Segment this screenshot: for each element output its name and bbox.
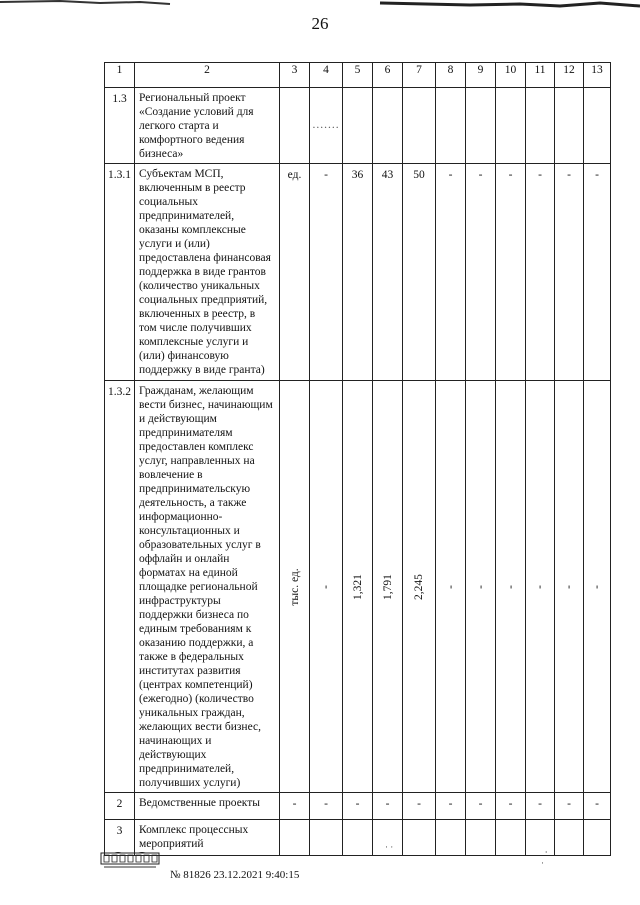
header-cell: 6 — [373, 63, 403, 88]
row-description: Гражданам, желающим вести бизнес, начинающим и действующим предпринимателям предоставлен комплекс услуг, направленных на вовлечение в предпринимательскую деятельность, а также информационно-консультационных и образовательных услуг в оффлайн и онлайн форматах на единой площадке региональной инфраструктуры поддержки бизнеса по единым требованиям к оказанию поддержки, а также в федеральных институтах развития (центрах компетенций) (ежегодно) (количество уникальных граждан, желающих вести бизнес, начинающих и действующих предпринимателей, получивших услуги) — [135, 381, 280, 793]
header-cell: 4 — [310, 63, 343, 88]
value-cell — [584, 381, 611, 793]
value-cell: 50 — [403, 164, 436, 381]
value-text: - — [563, 584, 575, 589]
row-number: 1.3.2 — [105, 381, 135, 793]
value-cell: - — [310, 793, 343, 820]
value-cell — [555, 88, 584, 164]
value-cell: - — [373, 793, 403, 820]
table-row — [105, 164, 611, 381]
value-text: - — [591, 584, 603, 589]
unit-cell: - — [280, 793, 310, 820]
value-cell — [403, 820, 436, 856]
unit-cell — [280, 381, 310, 793]
value-cell — [403, 88, 436, 164]
value-cell — [555, 820, 584, 856]
value-cell: - — [436, 793, 466, 820]
header-cell: 10 — [496, 63, 526, 88]
row-description: Ведомственные проекты — [135, 793, 280, 820]
unit-text: тыс. ед. — [288, 567, 301, 606]
value-text: 2,245 — [413, 573, 425, 600]
value-cell — [310, 381, 343, 793]
registry-stamp-icon — [100, 852, 160, 870]
table-row — [105, 88, 611, 164]
value-cell: - — [555, 793, 584, 820]
row-number: 1.3 — [105, 88, 135, 164]
row-number: 3 — [105, 820, 135, 856]
header-cell: 1 — [105, 63, 135, 88]
value-text: 1,791 — [381, 573, 394, 600]
value-cell: 36 — [343, 164, 373, 381]
value-text: - — [444, 584, 457, 589]
value-text: - — [504, 584, 517, 589]
value-cell — [343, 381, 373, 793]
value-cell: - — [466, 164, 496, 381]
header-cell: 12 — [555, 63, 584, 88]
header-cell: 2 — [135, 63, 280, 88]
value-cell — [343, 88, 373, 164]
value-cell: - — [310, 164, 343, 381]
value-cell — [403, 381, 436, 793]
value-text: - — [474, 584, 487, 589]
header-cell: 7 — [403, 63, 436, 88]
row-description: Региональный проект «Создание условий для легкого старта и комфортного ведения бизнеса» — [135, 88, 280, 164]
value-cell: - — [526, 793, 555, 820]
row-description: Субъектам МСП, включенным в реестр социальных предпринимателей, оказаны комплексные услуги и (или) предоставлена финансовая поддержка в виде грантов (количество уникальных социальных предприятий, включенных в реестр, в том числе получивших комплексные услуги и (или) финансовую поддержку в виде гранта) — [135, 164, 280, 381]
page-number: 26 — [311, 14, 329, 33]
unit-cell — [280, 820, 310, 856]
value-cell — [555, 381, 584, 793]
table-row — [105, 820, 611, 856]
value-cell — [343, 820, 373, 856]
value-cell: - — [496, 793, 526, 820]
value-cell — [496, 381, 526, 793]
value-cell — [436, 381, 466, 793]
table-row — [105, 381, 611, 793]
unit-cell: ед. — [280, 164, 310, 381]
value-cell: - — [526, 164, 555, 381]
value-cell — [373, 381, 403, 793]
row-number: 1.3.1 — [105, 164, 135, 381]
value-cell — [373, 88, 403, 164]
table-row — [105, 793, 611, 820]
value-cell: - — [584, 793, 611, 820]
header-cell: 8 — [436, 63, 466, 88]
value-text: - — [320, 584, 332, 589]
scan-speck: · · — [385, 842, 394, 852]
value-cell — [466, 820, 496, 856]
value-cell: - — [436, 164, 466, 381]
value-cell: - — [555, 164, 584, 381]
row-number: 2 — [105, 793, 135, 820]
value-cell — [496, 820, 526, 856]
value-cell: - — [496, 164, 526, 381]
header-cell: 9 — [466, 63, 496, 88]
scan-speck: · — [541, 858, 544, 868]
value-cell — [584, 820, 611, 856]
value-cell — [584, 88, 611, 164]
value-cell: - — [403, 793, 436, 820]
value-cell — [466, 381, 496, 793]
header-row — [105, 63, 611, 88]
value-cell — [526, 381, 555, 793]
value-text: 1,321 — [351, 573, 364, 600]
value-cell: - — [343, 793, 373, 820]
value-cell — [496, 88, 526, 164]
registration-number: № 81826 23.12.2021 9:40:15 — [170, 869, 300, 881]
header-cell: 3 — [280, 63, 310, 88]
header-cell: 11 — [526, 63, 555, 88]
value-text: - — [534, 584, 546, 589]
value-cell — [466, 88, 496, 164]
value-cell — [436, 88, 466, 164]
scan-edge-noise — [0, 0, 640, 8]
scan-speck: ⸱ — [545, 847, 548, 857]
row-description: Комплекс процессных мероприятий — [135, 820, 280, 856]
value-cell — [526, 820, 555, 856]
indicators-table — [104, 62, 611, 856]
unit-cell — [280, 88, 310, 164]
value-cell — [310, 820, 343, 856]
value-cell: 43 — [373, 164, 403, 381]
header-cell: 13 — [584, 63, 611, 88]
header-cell: 5 — [343, 63, 373, 88]
value-cell: ....... — [310, 88, 343, 164]
value-cell — [436, 820, 466, 856]
value-cell — [526, 88, 555, 164]
value-cell: - — [584, 164, 611, 381]
value-cell: - — [466, 793, 496, 820]
